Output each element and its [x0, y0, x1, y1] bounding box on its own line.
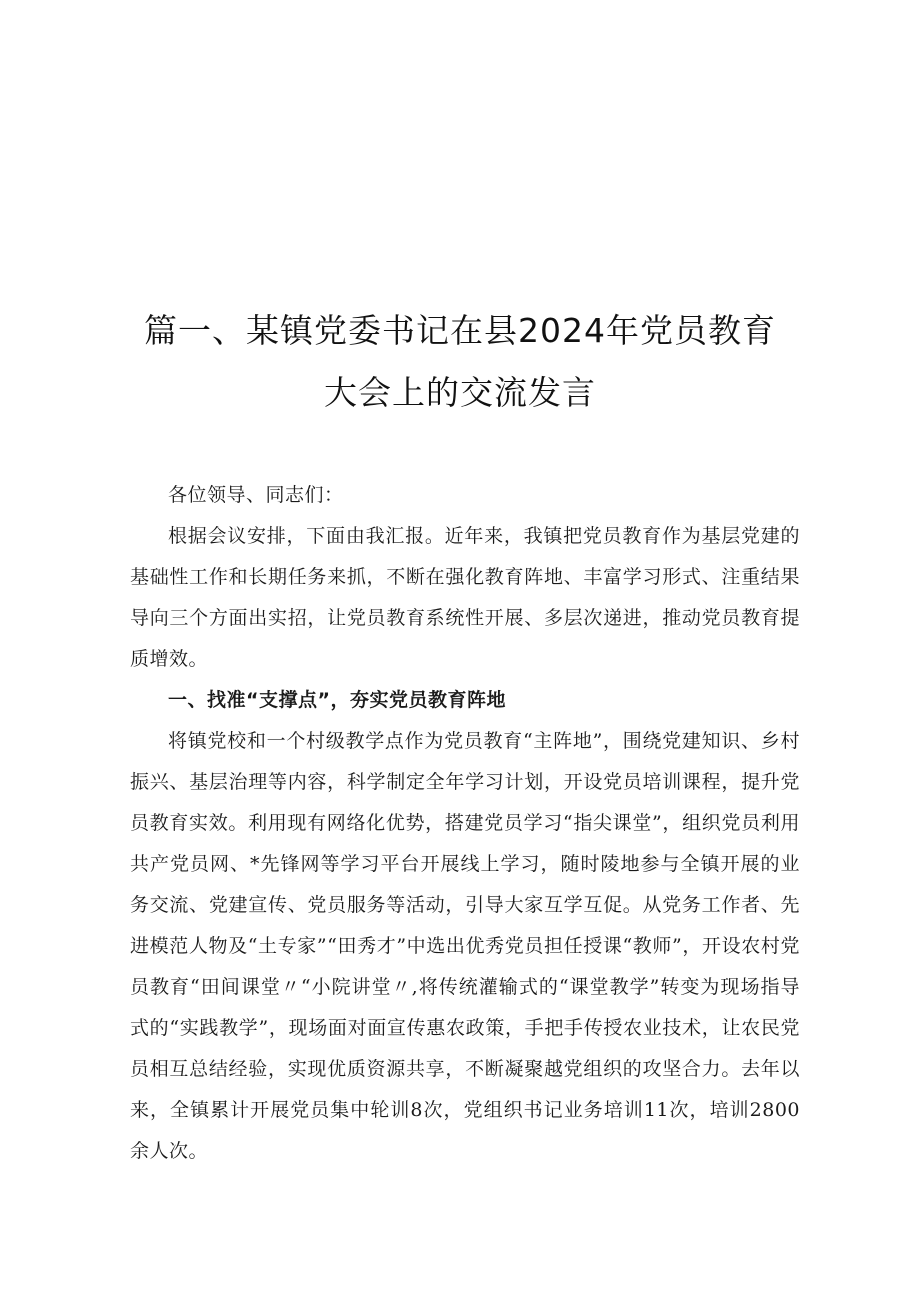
section-heading: 一、找准“支撑点”，夯实党员教育阵地	[168, 689, 506, 711]
document-title: 篇一、某镇党委书记在县2024年党员教育大会上的交流发言	[144, 311, 776, 412]
greeting-paragraph: 各位领导、同志们：	[168, 484, 344, 506]
intro-paragraph: 根据会议安排，下面由我汇报。近年来，我镇把党员教育作为基层党建的基础性工作和长期任务来抓，不断在强化教育阵地、丰富学习形式、注重结果导向三个方面出实招，让党员教育系统性开展、多层次递进，推动党员教育提质增效。	[130, 525, 800, 670]
document-body	[130, 475, 800, 1172]
section-paragraph: 将镇党校和一个村级教学点作为党员教育“主阵地”，围绕党建知识、乡村振兴、基层治理等内容，科学制定全年学习计划，开设党员培训课程，提升党员教育实效。利用现有网络化优势，搭建党员学习“指尖课堂”，组织党员利用共产党员网、*先锋网等学习平台开展线上学习，随时陵地参与全镇开展的业务交流、党建宣传、党员服务等活动，引导大家互学互促。从党务工作者、先进模范人物及“土专家”“田秀才”中选出优秀党员担任授课“教师”，开设农村党员教育“田间课堂〃“小院讲堂〃,将传统灌输式的“课堂教学”转变为现场指导式的“实践教学”，现场面对面宣传惠农政策，手把手传授农业技术，让农民党员相互总结经验，实现优质资源共享，不断凝聚越党组织的攻坚合力。去年以来，全镇累计开展党员集中轮训8次，党组织书记业务培训11次，培训2800余人次。	[130, 730, 800, 1162]
